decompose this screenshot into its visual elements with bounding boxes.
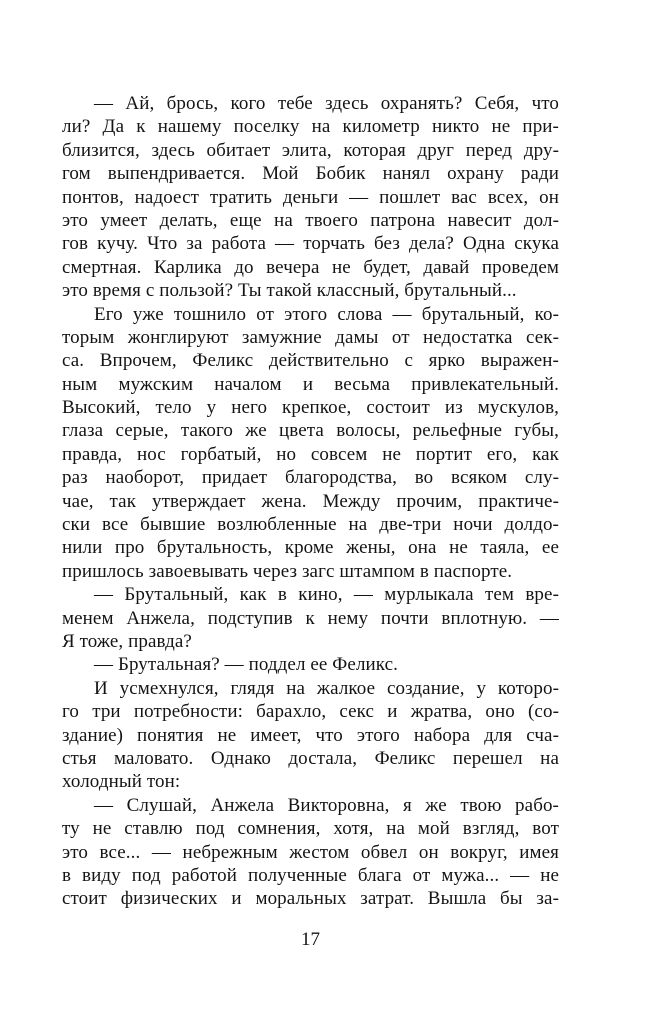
text-line: Высокий, тело у него крепкое, состоит из мускулов, bbox=[62, 397, 559, 419]
text-line: пришлось завоевывать через загс штампом в паспорте. bbox=[62, 560, 513, 582]
text-line: нили про брутальность, кроме жены, она не таяла, ее bbox=[62, 537, 559, 559]
text-line: са. Впрочем, Феликс действительно с ярко выражен- bbox=[62, 350, 559, 372]
paragraph bbox=[62, 583, 559, 653]
text-line: — Брутальная? — поддел ее Феликс. bbox=[94, 654, 399, 676]
text-line: гом выпендривается. Мой Бобик нанял охрану ради bbox=[62, 163, 559, 185]
text-line: холодный тон: bbox=[62, 771, 181, 793]
text-line: чае, так утверждает жена. Между прочим, практиче- bbox=[62, 490, 559, 512]
text-line: гов кучу. Что за работа — торчать без дела? Одна скука bbox=[62, 233, 559, 255]
paragraph bbox=[62, 677, 559, 794]
paragraph bbox=[62, 92, 559, 303]
text-line: глаза серые, такого же цвета волосы, рельефные губы, bbox=[62, 420, 559, 442]
text-line: ту не ставлю под сомнения, хотя, на мой взгляд, вот bbox=[62, 818, 559, 840]
paragraph bbox=[62, 794, 559, 911]
text-line: стоит физических и моральных затрат. Вышла бы за- bbox=[62, 888, 559, 910]
text-line: смертная. Карлика до вечера не будет, давай проведем bbox=[62, 256, 559, 278]
text-line: раз наоборот, придает благородства, во всяком слу- bbox=[62, 467, 559, 489]
text-line: — Брутальный, как в кино, — мурлыкала тем вре- bbox=[94, 584, 559, 606]
text-line: это все... — небрежным жестом обвел он вокруг, имея bbox=[62, 841, 559, 863]
text-line: менем Анжела, подступив к нему почти вплотную. — bbox=[62, 607, 559, 629]
text-line: это время с пользой? Ты такой классный, брутальный... bbox=[62, 280, 517, 302]
paragraph bbox=[62, 653, 559, 676]
text-line: го три потребности: барахло, секс и жратва, оно (со- bbox=[62, 701, 559, 723]
text-line: стья маловато. Однако достала, Феликс перешел на bbox=[62, 747, 559, 769]
page-number: 17 bbox=[301, 929, 320, 950]
text-line: здание) понятия не имеет, что этого набора для сча- bbox=[62, 724, 559, 746]
text-line: это умеет делать, еще на твоего патрона навесит дол- bbox=[62, 209, 559, 231]
text-line: понтов, надоест тратить деньги — пошлет вас всех, он bbox=[62, 186, 559, 208]
paragraph bbox=[62, 303, 559, 584]
text-line: — Ай, брось, кого тебе здесь охранять? Себя, что bbox=[94, 93, 559, 114]
text-line: Я тоже, правда? bbox=[62, 630, 192, 652]
text-line: И усмехнулся, глядя на жалкое создание, у которо- bbox=[94, 677, 559, 699]
text-line: Его уже тошнило от этого слова — брутальный, ко- bbox=[94, 303, 559, 325]
text-line: ли? Да к нашему поселку на километр никто не при- bbox=[62, 116, 559, 138]
text-block bbox=[62, 92, 559, 911]
text-line: ски все бывшие возлюбленные на две-три ночи долдо- bbox=[62, 514, 559, 536]
text-line: торым жонглируют замужние дамы от недостатка сек- bbox=[62, 326, 559, 348]
text-line: ным мужским началом и весьма привлекательный. bbox=[62, 373, 559, 395]
text-line: — Слушай, Анжела Викторовна, я же твою рабо- bbox=[94, 794, 559, 816]
text-line: правда, нос горбатый, но совсем не портит его, как bbox=[62, 443, 559, 465]
text-line: близится, здесь обитает элита, которая друг перед дру- bbox=[62, 139, 559, 161]
text-line: в виду под работой полученные блага от мужа... — не bbox=[62, 864, 559, 886]
